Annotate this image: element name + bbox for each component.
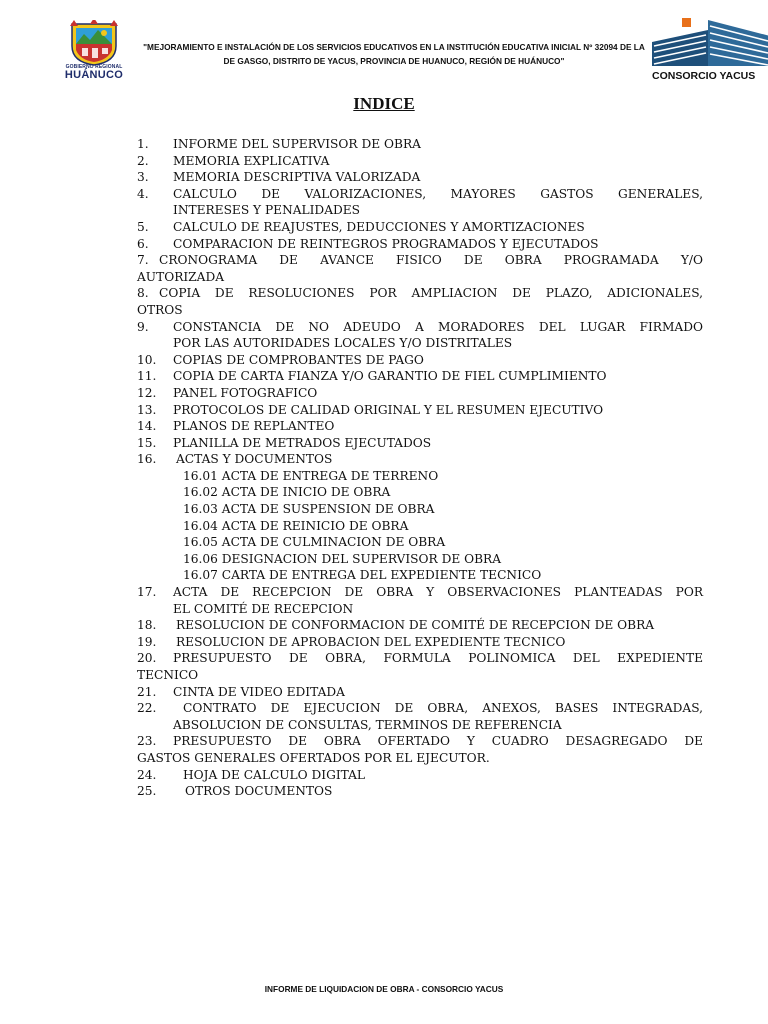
- toc-item-22: [137, 700, 703, 717]
- toc-text: INTERESES Y PENALIDADES: [173, 203, 361, 218]
- toc-subitem-16-01: [137, 468, 703, 485]
- toc-number: 17.: [137, 585, 157, 600]
- page-footer: INFORME DE LIQUIDACION DE OBRA - CONSORCIO YACUS: [264, 984, 504, 994]
- toc-text: COPIAS DE COMPROBANTES DE PAGO: [173, 352, 424, 367]
- toc-text: RESOLUCION DE CONFORMACION DE COMITÉ DE RECEPCION DE OBRA: [176, 618, 655, 633]
- toc-text: RESOLUCION DE APROBACION DEL EXPEDIENTE TECNICO: [176, 634, 566, 649]
- toc-number: 11.: [137, 369, 157, 384]
- table-of-contents: [137, 136, 703, 800]
- toc-text: CALCULO DE VALORIZACIONES, MAYORES GASTOS GENERALES,: [173, 186, 703, 201]
- toc-text: MEMORIA EXPLICATIVA: [173, 153, 330, 168]
- toc-subitem-16-02: [137, 484, 703, 501]
- toc-item-1: [137, 136, 703, 153]
- toc-number: 2.: [137, 153, 149, 168]
- toc-number: 25.: [137, 784, 157, 799]
- toc-text: 16.02 ACTA DE INICIO DE OBRA: [183, 485, 391, 500]
- toc-item-19: [137, 634, 703, 651]
- toc-item-22-continued: [137, 717, 703, 734]
- toc-text: PLANILLA DE METRADOS EJECUTADOS: [173, 435, 432, 450]
- toc-number: 19.: [137, 634, 157, 649]
- toc-text: POR LAS AUTORIDADES LOCALES Y/O DISTRITALES: [173, 336, 513, 351]
- toc-text: 16.05 ACTA DE CULMINACION DE OBRA: [183, 535, 446, 550]
- toc-item-21: [137, 684, 703, 701]
- toc-number: 13.: [137, 402, 157, 417]
- toc-text: PRESUPUESTO DE OBRA OFERTADO Y CUADRO DESAGREGADO DE: [173, 734, 703, 749]
- toc-text: MEMORIA DESCRIPTIVA VALORIZADA: [173, 170, 421, 185]
- toc-item-8: [137, 285, 703, 302]
- index-title: INDICE: [353, 94, 415, 113]
- toc-item-17: [137, 584, 703, 601]
- toc-text: ABSOLUCION DE CONSULTAS, TERMINOS DE REFERENCIA: [173, 717, 562, 732]
- toc-item-23: [137, 733, 703, 750]
- toc-text: AUTORIZADA: [137, 269, 225, 284]
- toc-text: ACTA DE RECEPCION DE OBRA Y OBSERVACIONES PLANTEADAS POR: [173, 585, 703, 600]
- toc-text: 16.04 ACTA DE REINICIO DE OBRA: [183, 518, 409, 533]
- toc-number: 1.: [137, 137, 149, 151]
- toc-item-23-continued: [137, 750, 703, 767]
- toc-item-3: [137, 169, 703, 186]
- toc-item-25: [137, 783, 703, 800]
- project-title-line-1: "MEJORAMIENTO E INSTALACIÓN DE LOS SERVICIOS EDUCATIVOS EN LA INSTITUCIÓN EDUCATIVA INICIAL Nº 32094 DE LA: [143, 42, 645, 52]
- toc-item-20-continued: [137, 667, 703, 684]
- toc-subitem-16-07: [137, 567, 703, 584]
- toc-text: OTROS DOCUMENTOS: [185, 784, 333, 799]
- toc-number: 6.: [137, 236, 149, 251]
- toc-number: 22.: [137, 701, 157, 716]
- toc-item-17-continued: [137, 601, 703, 618]
- toc-text: ACTAS Y DOCUMENTOS: [176, 452, 333, 467]
- toc-text: 16.03 ACTA DE SUSPENSION DE OBRA: [183, 502, 435, 517]
- toc-number: 21.: [137, 684, 157, 699]
- toc-subitem-16-04: [137, 518, 703, 535]
- toc-item-9-continued: [137, 335, 703, 352]
- toc-number: 14.: [137, 419, 157, 434]
- toc-number: 7.: [137, 253, 149, 268]
- toc-text: EL COMITÉ DE RECEPCION: [173, 601, 354, 616]
- logo-caption-small: GOBIERNO REGIONAL: [65, 64, 123, 70]
- toc-text: 16.06 DESIGNACION DEL SUPERVISOR DE OBRA: [183, 551, 502, 566]
- toc-item-9: [137, 319, 703, 336]
- toc-item-20: [137, 650, 703, 667]
- toc-number: 4.: [137, 186, 149, 201]
- toc-number: 5.: [137, 219, 149, 234]
- toc-item-6: [137, 236, 703, 253]
- toc-subitem-16-06: [137, 551, 703, 568]
- toc-number: 18.: [137, 618, 157, 633]
- toc-number: 20.: [137, 651, 157, 666]
- toc-item-13: [137, 402, 703, 419]
- toc-item-11: [137, 368, 703, 385]
- toc-item-7-continued: [137, 269, 703, 286]
- toc-text: COMPARACION DE REINTEGROS PROGRAMADOS Y EJECUTADOS: [173, 236, 599, 251]
- toc-subitem-16-03: [137, 501, 703, 518]
- toc-text: PLANOS DE REPLANTEO: [173, 419, 335, 434]
- toc-number: 8.: [137, 286, 149, 301]
- toc-number: 24.: [137, 767, 157, 782]
- toc-item-5: [137, 219, 703, 236]
- toc-item-4: [137, 186, 703, 203]
- toc-item-4-continued: [137, 202, 703, 219]
- toc-number: 3.: [137, 170, 149, 185]
- toc-text: CONSTANCIA DE NO ADEUDO A MORADORES DEL LUGAR FIRMADO: [173, 319, 703, 334]
- toc-number: 9.: [137, 319, 149, 334]
- toc-text: TECNICO: [137, 668, 199, 682]
- logo-caption-large: HUÁNUCO: [64, 69, 124, 81]
- toc-text: COPIA DE CARTA FIANZA Y/O GARANTIO DE FIEL CUMPLIMIENTO: [173, 369, 607, 384]
- toc-subitem-16-05: [137, 534, 703, 551]
- toc-item-2: [137, 153, 703, 170]
- toc-text: CINTA DE VIDEO EDITADA: [173, 684, 345, 699]
- toc-number: 10.: [137, 352, 157, 367]
- consorcio-yacus-label: CONSORCIO YACUS: [652, 70, 756, 82]
- toc-item-18: [137, 617, 703, 634]
- toc-text: OTROS: [137, 302, 183, 317]
- toc-item-12: [137, 385, 703, 402]
- toc-text: PRESUPUESTO DE OBRA, FORMULA POLINOMICA DEL EXPEDIENTE: [173, 651, 703, 666]
- toc-text: INFORME DEL SUPERVISOR DE OBRA: [173, 137, 421, 151]
- toc-text: GASTOS GENERALES OFERTADOS POR EL EJECUTOR.: [137, 750, 490, 765]
- toc-item-24: [137, 767, 703, 784]
- project-title-line-2: DE GASGO, DISTRITO DE YACUS, PROVINCIA DE HUANUCO, REGIÓN DE HUÁNUCO": [223, 56, 565, 66]
- toc-text: PANEL FOTOGRAFICO: [173, 385, 318, 400]
- toc-text: PROTOCOLOS DE CALIDAD ORIGINAL Y EL RESUMEN EJECUTIVO: [173, 402, 604, 417]
- toc-item-14: [137, 418, 703, 435]
- toc-number: 12.: [137, 385, 157, 400]
- toc-text: 16.01 ACTA DE ENTREGA DE TERRENO: [183, 468, 439, 483]
- toc-text: HOJA DE CALCULO DIGITAL: [183, 767, 365, 782]
- toc-text: CALCULO DE REAJUSTES, DEDUCCIONES Y AMORTIZACIONES: [173, 219, 585, 234]
- toc-text: 16.07 CARTA DE ENTREGA DEL EXPEDIENTE TECNICO: [183, 568, 542, 583]
- project-title: [132, 40, 656, 68]
- toc-text: CRONOGRAMA DE AVANCE FISICO DE OBRA PROGRAMADA Y/O: [159, 253, 703, 268]
- toc-item-10: [137, 352, 703, 369]
- toc-item-8-continued: [137, 302, 703, 319]
- toc-item-7: [137, 252, 703, 269]
- toc-text: COPIA DE RESOLUCIONES POR AMPLIACION DE PLAZO, ADICIONALES,: [159, 286, 703, 301]
- toc-number: 15.: [137, 435, 157, 450]
- toc-text: CONTRATO DE EJECUCION DE OBRA, ANEXOS, BASES INTEGRADAS,: [183, 701, 703, 716]
- toc-number: 16.: [137, 452, 157, 467]
- toc-item-16: [137, 451, 703, 468]
- toc-item-15: [137, 435, 703, 452]
- toc-number: 23.: [137, 734, 157, 749]
